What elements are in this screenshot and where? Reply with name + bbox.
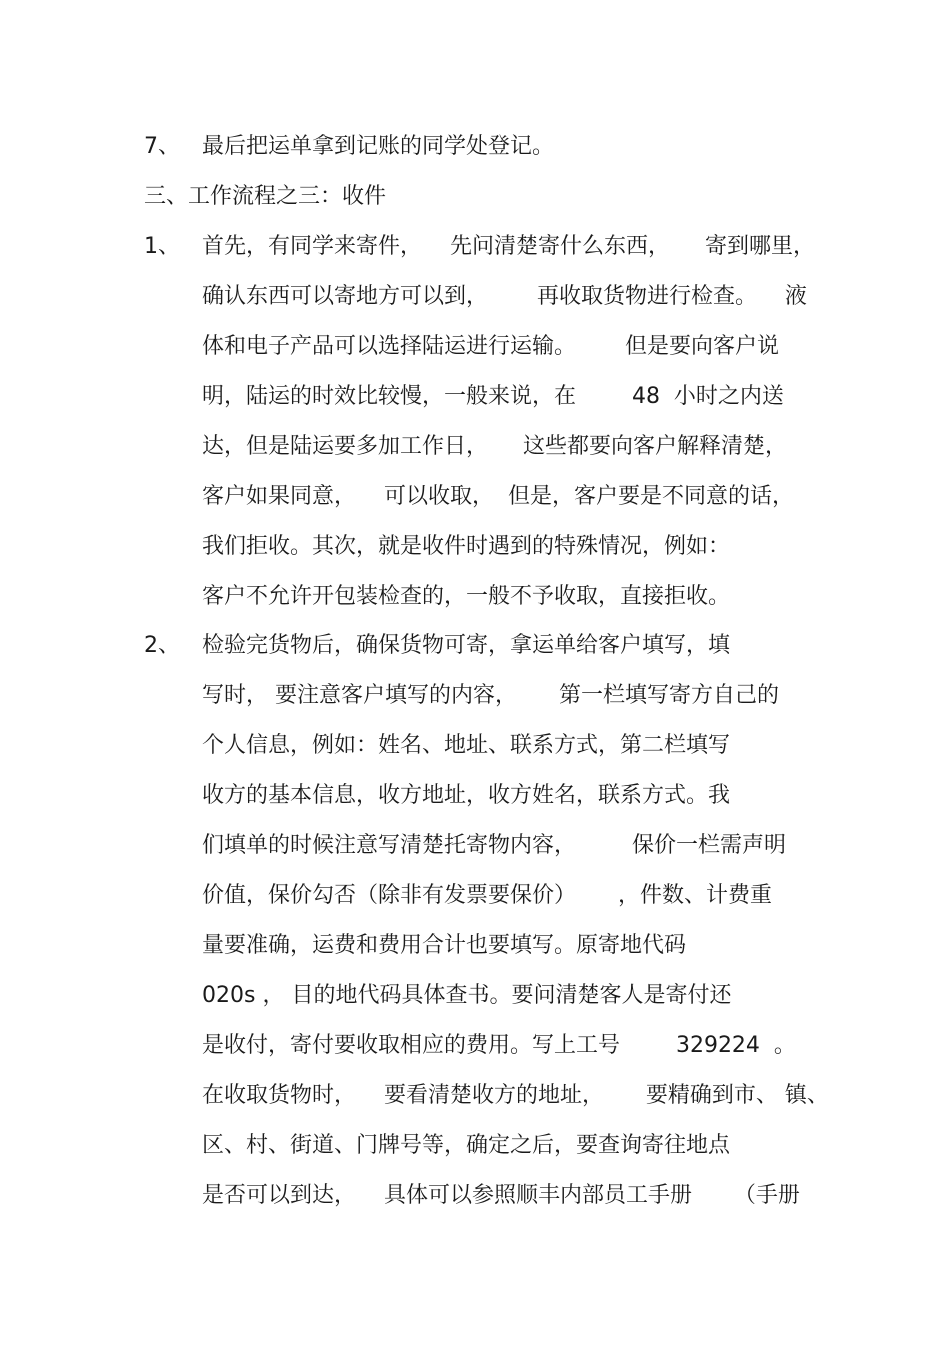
paragraph-line: 检验完货物后，确保货物可寄，拿运单给客户填写，填 — [202, 633, 731, 658]
paragraph-line: 客户不允许开包装检查的，一般不予收取，直接拒收。 — [202, 584, 731, 609]
item-number: 7、 — [144, 134, 180, 159]
paragraph-line: 个人信息，例如：姓名、地址、联系方式，第二栏填写 — [202, 733, 731, 758]
paragraph-line: 最后把运单拿到记账的同学处登记。 — [202, 134, 555, 159]
item-number: 1、 — [144, 234, 180, 259]
paragraph-line: 价值，保价勾否（除非有发票要保价） ，件数、计费重 — [202, 883, 772, 908]
section-heading: 三、工作流程之三：收件 — [144, 184, 387, 209]
paragraph-line: 确认东西可以寄地方可以到， 再收取货物进行检查。 液 — [202, 284, 807, 309]
paragraph-line: 区、村、街道、门牌号等，确定之后，要查询寄往地点 — [202, 1133, 731, 1158]
paragraph-line: 达，但是陆运要多加工作日， 这些都要向客户解释清楚， — [202, 434, 787, 459]
paragraph-line: 020s ， 目的地代码具体查书。要问清楚客人是寄付还 — [202, 983, 732, 1008]
paragraph-line: 们填单的时候注意写清楚托寄物内容， 保价一栏需声明 — [202, 833, 786, 858]
paragraph-line: 首先，有同学来寄件， 先问清楚寄什么东西， 寄到哪里， — [202, 234, 815, 259]
paragraph-line: 明，陆运的时效比较慢，一般来说，在 48 小时之内送 — [202, 384, 784, 409]
paragraph-line: 收方的基本信息，收方地址，收方姓名，联系方式。我 — [202, 783, 731, 808]
paragraph-line: 客户如果同意， 可以收取， 但是，客户要是不同意的话， — [202, 484, 794, 509]
paragraph-line: 写时， 要注意客户填写的内容， 第一栏填写寄方自己的 — [202, 683, 779, 708]
paragraph-line: 在收取货物时， 要看清楚收方的地址， 要精确到市、 镇、 — [202, 1083, 829, 1108]
paragraph-line: 量要准确，运费和费用合计也要填写。原寄地代码 — [202, 933, 687, 958]
paragraph-line: 体和电子产品可以选择陆运进行运输。 但是要向客户说 — [202, 334, 779, 359]
item-number: 2、 — [144, 633, 180, 658]
paragraph-line: 是收付，寄付要收取相应的费用。写上工号 329224 。 — [202, 1033, 796, 1058]
paragraph-line: 我们拒收。其次，就是收件时遇到的特殊情况，例如： — [202, 534, 731, 559]
paragraph-line: 是否可以到达， 具体可以参照顺丰内部员工手册 （手册 — [202, 1183, 800, 1208]
